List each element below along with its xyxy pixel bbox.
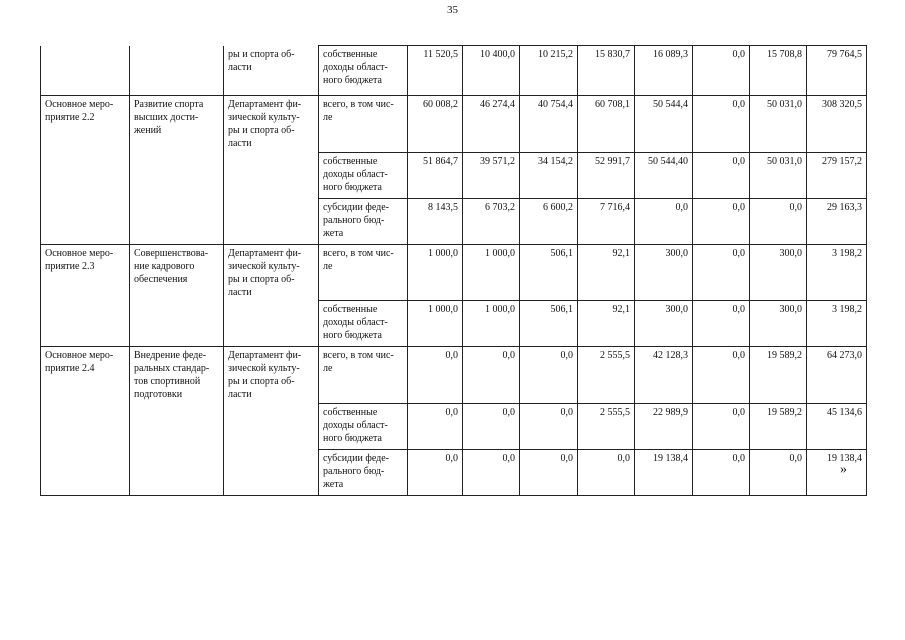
name-cell xyxy=(130,301,224,347)
value-cell: 300,0 xyxy=(635,301,693,347)
name-cell: Внедрение феде- ральных стандар- тов спортивной подготовки xyxy=(130,347,224,404)
value-cell: 15 830,7 xyxy=(578,46,635,96)
funding-source-cell: всего, в том чис- ле xyxy=(319,96,408,153)
value-cell: 1 000,0 xyxy=(463,244,520,301)
executor-cell: Департамент фи- зической культу- ры и спорта об- ласти xyxy=(224,244,319,301)
value-cell: 1 000,0 xyxy=(408,244,463,301)
value-cell: 2 555,5 xyxy=(578,347,635,404)
value-cell: 0,0 xyxy=(750,198,807,244)
closing-quote-mark: » xyxy=(840,462,847,477)
executor-cell xyxy=(224,449,319,495)
name-cell: Развитие спорта высших дости- жений xyxy=(130,96,224,153)
value-cell: 0,0 xyxy=(520,347,578,404)
funding-source-cell: всего, в том чис- ле xyxy=(319,244,408,301)
value-cell: 22 989,9 xyxy=(635,403,693,449)
value-cell: 0,0 xyxy=(408,347,463,404)
value-cell: 10 215,2 xyxy=(520,46,578,96)
total-value-cell: 279 157,2 xyxy=(807,152,867,198)
measure-cell xyxy=(41,152,130,198)
value-cell: 0,0 xyxy=(408,449,463,495)
value-cell: 0,0 xyxy=(693,449,750,495)
value-cell: 300,0 xyxy=(750,301,807,347)
measure-cell xyxy=(41,46,130,96)
value-cell: 0,0 xyxy=(693,347,750,404)
funding-source-cell: собственные доходы област- ного бюджета xyxy=(319,301,408,347)
value-cell: 0,0 xyxy=(578,449,635,495)
table-row xyxy=(41,347,867,404)
value-cell: 16 089,3 xyxy=(635,46,693,96)
table-row xyxy=(41,198,867,244)
value-cell: 40 754,4 xyxy=(520,96,578,153)
value-cell: 1 000,0 xyxy=(463,301,520,347)
value-cell: 0,0 xyxy=(693,301,750,347)
value-cell: 92,1 xyxy=(578,244,635,301)
value-cell: 2 555,5 xyxy=(578,403,635,449)
value-cell: 0,0 xyxy=(693,403,750,449)
value-cell: 50 544,40 xyxy=(635,152,693,198)
value-cell: 60 708,1 xyxy=(578,96,635,153)
total-value-cell: 308 320,5 xyxy=(807,96,867,153)
value-cell: 0,0 xyxy=(693,198,750,244)
value-cell: 0,0 xyxy=(693,244,750,301)
table-row xyxy=(41,152,867,198)
executor-cell xyxy=(224,301,319,347)
measure-cell xyxy=(41,449,130,495)
value-cell: 7 716,4 xyxy=(578,198,635,244)
total-value-cell: 29 163,3 xyxy=(807,198,867,244)
executor-cell xyxy=(224,198,319,244)
value-cell: 1 000,0 xyxy=(408,301,463,347)
value-cell: 506,1 xyxy=(520,301,578,347)
value-cell: 15 708,8 xyxy=(750,46,807,96)
value-cell: 0,0 xyxy=(693,46,750,96)
name-cell xyxy=(130,46,224,96)
value-cell: 19 589,2 xyxy=(750,403,807,449)
value-cell: 50 031,0 xyxy=(750,96,807,153)
total-value-cell: 64 273,0 xyxy=(807,347,867,404)
funding-source-cell: субсидии феде- рального бюд- жета xyxy=(319,449,408,495)
total-value-cell: 3 198,2 xyxy=(807,301,867,347)
page-number: 35 xyxy=(447,4,458,16)
value-cell: 60 008,2 xyxy=(408,96,463,153)
value-cell: 39 571,2 xyxy=(463,152,520,198)
value-cell: 506,1 xyxy=(520,244,578,301)
value-cell: 42 128,3 xyxy=(635,347,693,404)
executor-cell: Департамент фи- зической культу- ры и спорта об- ласти xyxy=(224,347,319,404)
name-cell xyxy=(130,198,224,244)
value-cell: 10 400,0 xyxy=(463,46,520,96)
funding-source-cell: субсидии феде- рального бюд- жета xyxy=(319,198,408,244)
value-cell: 300,0 xyxy=(750,244,807,301)
measure-cell: Основное меро- приятие 2.3 xyxy=(41,244,130,301)
value-cell: 19 138,4 xyxy=(635,449,693,495)
value-cell: 6 600,2 xyxy=(520,198,578,244)
measure-cell xyxy=(41,403,130,449)
value-cell: 11 520,5 xyxy=(408,46,463,96)
value-cell: 19 589,2 xyxy=(750,347,807,404)
executor-cell xyxy=(224,152,319,198)
value-cell: 0,0 xyxy=(408,403,463,449)
table-row xyxy=(41,244,867,301)
value-cell: 92,1 xyxy=(578,301,635,347)
name-cell: Совершенствова- ние кадрового обеспечения xyxy=(130,244,224,301)
budget-table xyxy=(40,45,867,496)
table-row xyxy=(41,46,867,96)
measure-cell: Основное меро- приятие 2.2 xyxy=(41,96,130,153)
measure-cell: Основное меро- приятие 2.4 xyxy=(41,347,130,404)
value-cell: 6 703,2 xyxy=(463,198,520,244)
value-cell: 50 031,0 xyxy=(750,152,807,198)
name-cell xyxy=(130,403,224,449)
table-row xyxy=(41,403,867,449)
executor-cell: ры и спорта об- ласти xyxy=(224,46,319,96)
name-cell xyxy=(130,152,224,198)
funding-source-cell: собственные доходы област- ного бюджета xyxy=(319,403,408,449)
value-cell: 8 143,5 xyxy=(408,198,463,244)
value-cell: 50 544,4 xyxy=(635,96,693,153)
value-cell: 46 274,4 xyxy=(463,96,520,153)
total-value-cell: 19 138,4 xyxy=(807,449,867,495)
executor-cell: Департамент фи- зической культу- ры и спорта об- ласти xyxy=(224,96,319,153)
measure-cell xyxy=(41,301,130,347)
executor-cell xyxy=(224,403,319,449)
value-cell: 0,0 xyxy=(693,152,750,198)
total-value-cell: 45 134,6 xyxy=(807,403,867,449)
measure-cell xyxy=(41,198,130,244)
value-cell: 0,0 xyxy=(750,449,807,495)
funding-source-cell: собственные доходы област- ного бюджета xyxy=(319,46,408,96)
funding-source-cell: всего, в том чис- ле xyxy=(319,347,408,404)
value-cell: 300,0 xyxy=(635,244,693,301)
value-cell: 0,0 xyxy=(463,347,520,404)
value-cell: 0,0 xyxy=(520,449,578,495)
funding-source-cell: собственные доходы област- ного бюджета xyxy=(319,152,408,198)
table-row xyxy=(41,301,867,347)
name-cell xyxy=(130,449,224,495)
table-row xyxy=(41,449,867,495)
value-cell: 0,0 xyxy=(520,403,578,449)
value-cell: 0,0 xyxy=(693,96,750,153)
value-cell: 34 154,2 xyxy=(520,152,578,198)
table-row xyxy=(41,96,867,153)
total-value-cell: 79 764,5 xyxy=(807,46,867,96)
value-cell: 52 991,7 xyxy=(578,152,635,198)
value-cell: 0,0 xyxy=(463,449,520,495)
total-value-cell: 3 198,2 xyxy=(807,244,867,301)
value-cell: 0,0 xyxy=(635,198,693,244)
value-cell: 0,0 xyxy=(463,403,520,449)
value-cell: 51 864,7 xyxy=(408,152,463,198)
